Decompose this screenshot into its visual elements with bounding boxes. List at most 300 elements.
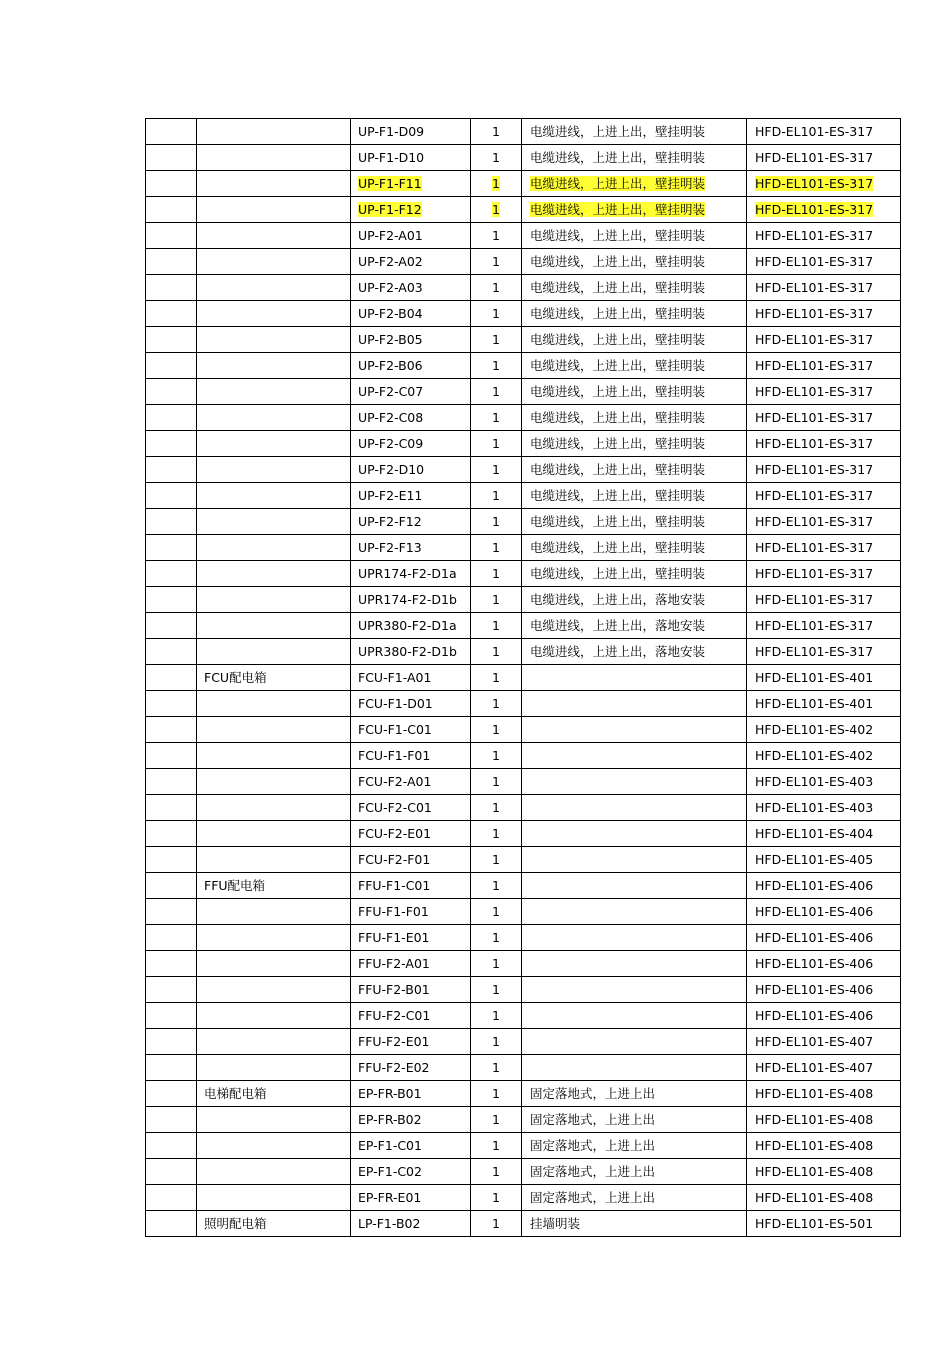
drawing-number-text: HFD-EL101-ES-403	[755, 773, 874, 789]
installation-note-text: 电缆进线，上进上出，壁挂明装	[530, 565, 706, 581]
box-code-cell	[351, 327, 471, 353]
box-code-cell	[351, 795, 471, 821]
drawing-number-text: HFD-EL101-ES-317	[755, 513, 874, 529]
box-code-text: FFU-F1-C01	[358, 877, 431, 893]
quantity-cell	[471, 379, 522, 405]
row-index-cell	[146, 873, 197, 899]
drawing-number-cell	[747, 769, 901, 795]
installation-note-text: 固定落地式，上进上出	[530, 1111, 656, 1127]
installation-note-text: 电缆进线，上进上出，壁挂明装	[530, 175, 706, 191]
quantity-text: 1	[492, 175, 500, 191]
quantity-cell	[471, 899, 522, 925]
drawing-number-cell	[747, 613, 901, 639]
quantity-text: 1	[492, 773, 500, 789]
row-index-cell	[146, 249, 197, 275]
table-row	[146, 1029, 901, 1055]
category-cell	[197, 1185, 351, 1211]
table-row	[146, 223, 901, 249]
drawing-number-cell	[747, 1107, 901, 1133]
quantity-text: 1	[492, 851, 500, 867]
category-cell	[197, 145, 351, 171]
category-cell	[197, 197, 351, 223]
row-index-cell	[146, 405, 197, 431]
drawing-number-cell	[747, 275, 901, 301]
drawing-number-cell	[747, 223, 901, 249]
category-cell	[197, 847, 351, 873]
drawing-number-cell	[747, 1159, 901, 1185]
drawing-number-text: HFD-EL101-ES-406	[755, 1007, 874, 1023]
box-code-cell	[351, 1003, 471, 1029]
table-row	[146, 1133, 901, 1159]
row-index-cell	[146, 1185, 197, 1211]
table-row	[146, 1055, 901, 1081]
box-code-cell	[351, 951, 471, 977]
quantity-cell	[471, 197, 522, 223]
box-code-cell	[351, 535, 471, 561]
quantity-cell	[471, 223, 522, 249]
installation-note-cell	[522, 275, 747, 301]
quantity-text: 1	[492, 903, 500, 919]
box-code-text: FCU-F2-A01	[358, 773, 432, 789]
box-code-text: UPR380-F2-D1a	[358, 617, 457, 633]
quantity-cell	[471, 873, 522, 899]
box-code-cell	[351, 379, 471, 405]
quantity-text: 1	[492, 591, 500, 607]
row-index-cell	[146, 587, 197, 613]
quantity-text: 1	[492, 1033, 500, 1049]
drawing-number-text: HFD-EL101-ES-404	[755, 825, 874, 841]
row-index-cell	[146, 613, 197, 639]
installation-note-cell	[522, 821, 747, 847]
category-cell	[197, 977, 351, 1003]
quantity-text: 1	[492, 1215, 500, 1231]
drawing-number-cell	[747, 431, 901, 457]
installation-note-cell	[522, 1107, 747, 1133]
quantity-text: 1	[492, 643, 500, 659]
table-row	[146, 587, 901, 613]
drawing-number-cell	[747, 457, 901, 483]
box-code-text: UP-F2-A01	[358, 227, 423, 243]
box-code-cell	[351, 1133, 471, 1159]
quantity-text: 1	[492, 617, 500, 633]
row-index-cell	[146, 535, 197, 561]
quantity-text: 1	[492, 955, 500, 971]
installation-note-cell	[522, 743, 747, 769]
drawing-number-text: HFD-EL101-ES-317	[755, 201, 874, 217]
drawing-number-text: HFD-EL101-ES-317	[755, 305, 874, 321]
box-code-text: FCU-F2-F01	[358, 851, 431, 867]
installation-note-cell	[522, 457, 747, 483]
drawing-number-text: HFD-EL101-ES-406	[755, 929, 874, 945]
drawing-number-text: HFD-EL101-ES-407	[755, 1059, 874, 1075]
box-code-cell	[351, 743, 471, 769]
category-cell	[197, 561, 351, 587]
box-code-text: EP-FR-B01	[358, 1085, 422, 1101]
quantity-text: 1	[492, 487, 500, 503]
category-cell	[197, 795, 351, 821]
box-code-cell	[351, 769, 471, 795]
quantity-text: 1	[492, 825, 500, 841]
row-index-cell	[146, 769, 197, 795]
row-index-cell	[146, 197, 197, 223]
drawing-number-text: HFD-EL101-ES-317	[755, 279, 874, 295]
row-index-cell	[146, 457, 197, 483]
drawing-number-cell	[747, 405, 901, 431]
box-code-text: UPR174-F2-D1a	[358, 565, 457, 581]
row-index-cell	[146, 483, 197, 509]
quantity-text: 1	[492, 981, 500, 997]
table-row	[146, 847, 901, 873]
drawing-number-cell	[747, 561, 901, 587]
drawing-number-text: HFD-EL101-ES-317	[755, 617, 874, 633]
box-code-cell	[351, 925, 471, 951]
installation-note-cell	[522, 639, 747, 665]
box-code-cell	[351, 119, 471, 145]
box-code-text: FCU-F1-A01	[358, 669, 432, 685]
box-code-text: UP-F1-F12	[358, 201, 422, 217]
drawing-number-text: HFD-EL101-ES-317	[755, 149, 874, 165]
table-row	[146, 665, 901, 691]
category-text: FCU配电箱	[204, 669, 267, 685]
installation-note-text: 电缆进线，上进上出，壁挂明装	[530, 253, 706, 269]
table-row	[146, 691, 901, 717]
quantity-cell	[471, 717, 522, 743]
box-code-text: FFU-F2-C01	[358, 1007, 431, 1023]
category-cell	[197, 899, 351, 925]
category-cell	[197, 353, 351, 379]
box-code-cell	[351, 691, 471, 717]
box-code-cell	[351, 1185, 471, 1211]
box-code-text: UP-F1-D10	[358, 149, 425, 165]
box-code-text: FCU-F2-C01	[358, 799, 432, 815]
drawing-number-text: HFD-EL101-ES-401	[755, 695, 874, 711]
drawing-number-text: HFD-EL101-ES-406	[755, 877, 874, 893]
drawing-number-text: HFD-EL101-ES-402	[755, 721, 874, 737]
drawing-number-cell	[747, 847, 901, 873]
box-code-text: UP-F2-B05	[358, 331, 423, 347]
drawing-number-text: HFD-EL101-ES-403	[755, 799, 874, 815]
drawing-number-cell	[747, 145, 901, 171]
category-cell	[197, 951, 351, 977]
quantity-text: 1	[492, 929, 500, 945]
drawing-number-cell	[747, 951, 901, 977]
quantity-cell	[471, 1107, 522, 1133]
quantity-text: 1	[492, 747, 500, 763]
box-code-text: EP-F1-C02	[358, 1163, 422, 1179]
category-cell	[197, 483, 351, 509]
quantity-text: 1	[492, 513, 500, 529]
quantity-cell	[471, 847, 522, 873]
box-code-cell	[351, 587, 471, 613]
row-index-cell	[146, 639, 197, 665]
quantity-cell	[471, 171, 522, 197]
box-code-cell	[351, 223, 471, 249]
table-row	[146, 301, 901, 327]
installation-note-text: 电缆进线，上进上出，壁挂明装	[530, 513, 706, 529]
category-text: 照明配电箱	[204, 1215, 267, 1231]
drawing-number-cell	[747, 587, 901, 613]
drawing-number-cell	[747, 821, 901, 847]
quantity-text: 1	[492, 1189, 500, 1205]
quantity-cell	[471, 1159, 522, 1185]
box-code-cell	[351, 899, 471, 925]
row-index-cell	[146, 821, 197, 847]
box-code-cell	[351, 847, 471, 873]
table-row	[146, 119, 901, 145]
row-index-cell	[146, 1211, 197, 1237]
quantity-cell	[471, 119, 522, 145]
table-row	[146, 899, 901, 925]
row-index-cell	[146, 1003, 197, 1029]
quantity-cell	[471, 691, 522, 717]
box-code-cell	[351, 1055, 471, 1081]
table-row	[146, 405, 901, 431]
table-row	[146, 717, 901, 743]
row-index-cell	[146, 275, 197, 301]
row-index-cell	[146, 743, 197, 769]
row-index-cell	[146, 1029, 197, 1055]
quantity-cell	[471, 301, 522, 327]
category-cell	[197, 1133, 351, 1159]
box-code-cell	[351, 301, 471, 327]
drawing-number-text: HFD-EL101-ES-317	[755, 539, 874, 555]
box-code-cell	[351, 431, 471, 457]
installation-note-text: 电缆进线，上进上出，壁挂明装	[530, 357, 706, 373]
category-cell	[197, 587, 351, 613]
box-code-text: FCU-F1-D01	[358, 695, 433, 711]
row-index-cell	[146, 145, 197, 171]
category-cell	[197, 743, 351, 769]
quantity-cell	[471, 821, 522, 847]
quantity-text: 1	[492, 721, 500, 737]
box-code-text: EP-FR-B02	[358, 1111, 422, 1127]
installation-note-cell	[522, 873, 747, 899]
row-index-cell	[146, 561, 197, 587]
row-index-cell	[146, 899, 197, 925]
box-code-cell	[351, 1159, 471, 1185]
box-code-cell	[351, 1107, 471, 1133]
quantity-cell	[471, 249, 522, 275]
installation-note-cell	[522, 587, 747, 613]
installation-note-cell	[522, 353, 747, 379]
quantity-text: 1	[492, 799, 500, 815]
category-text: FFU配电箱	[204, 877, 266, 893]
quantity-cell	[471, 1211, 522, 1237]
quantity-cell	[471, 665, 522, 691]
box-code-cell	[351, 613, 471, 639]
quantity-text: 1	[492, 539, 500, 555]
quantity-text: 1	[492, 279, 500, 295]
installation-note-text: 电缆进线，上进上出，壁挂明装	[530, 123, 706, 139]
box-code-text: UP-F2-B04	[358, 305, 423, 321]
box-code-cell	[351, 1211, 471, 1237]
category-cell	[197, 769, 351, 795]
category-cell	[197, 1055, 351, 1081]
drawing-number-cell	[747, 1055, 901, 1081]
drawing-number-text: HFD-EL101-ES-317	[755, 487, 874, 503]
table-body	[146, 119, 901, 1237]
installation-note-cell	[522, 171, 747, 197]
box-code-cell	[351, 873, 471, 899]
installation-note-text: 固定落地式，上进上出	[530, 1189, 656, 1205]
quantity-text: 1	[492, 435, 500, 451]
drawing-number-cell	[747, 249, 901, 275]
drawing-number-cell	[747, 795, 901, 821]
table-row	[146, 1081, 901, 1107]
row-index-cell	[146, 223, 197, 249]
table-row	[146, 431, 901, 457]
category-cell	[197, 639, 351, 665]
drawing-number-text: HFD-EL101-ES-406	[755, 903, 874, 919]
table-row	[146, 1185, 901, 1211]
drawing-number-cell	[747, 509, 901, 535]
box-code-cell	[351, 405, 471, 431]
table-row	[146, 821, 901, 847]
quantity-text: 1	[492, 695, 500, 711]
quantity-cell	[471, 587, 522, 613]
box-code-text: EP-F1-C01	[358, 1137, 422, 1153]
drawing-number-text: HFD-EL101-ES-317	[755, 227, 874, 243]
category-cell	[197, 1003, 351, 1029]
quantity-cell	[471, 769, 522, 795]
row-index-cell	[146, 379, 197, 405]
drawing-number-text: HFD-EL101-ES-408	[755, 1137, 874, 1153]
installation-note-cell	[522, 1133, 747, 1159]
drawing-number-cell	[747, 301, 901, 327]
drawing-number-cell	[747, 899, 901, 925]
category-text: 电梯配电箱	[204, 1085, 267, 1101]
quantity-cell	[471, 327, 522, 353]
drawing-number-cell	[747, 119, 901, 145]
table-row	[146, 535, 901, 561]
installation-note-cell	[522, 509, 747, 535]
installation-note-cell	[522, 1055, 747, 1081]
row-index-cell	[146, 977, 197, 1003]
installation-note-text: 电缆进线，上进上出，壁挂明装	[530, 227, 706, 243]
category-cell	[197, 873, 351, 899]
row-index-cell	[146, 717, 197, 743]
table-row	[146, 1159, 901, 1185]
table-row	[146, 1107, 901, 1133]
drawing-number-cell	[747, 665, 901, 691]
row-index-cell	[146, 1055, 197, 1081]
quantity-cell	[471, 353, 522, 379]
drawing-number-cell	[747, 743, 901, 769]
quantity-cell	[471, 561, 522, 587]
drawing-number-cell	[747, 353, 901, 379]
drawing-number-text: HFD-EL101-ES-408	[755, 1163, 874, 1179]
drawing-number-text: HFD-EL101-ES-407	[755, 1033, 874, 1049]
drawing-number-text: HFD-EL101-ES-317	[755, 409, 874, 425]
box-code-cell	[351, 171, 471, 197]
drawing-number-cell	[747, 639, 901, 665]
box-code-text: UP-F2-F13	[358, 539, 422, 555]
quantity-text: 1	[492, 1137, 500, 1153]
drawing-number-cell	[747, 1185, 901, 1211]
category-cell	[197, 691, 351, 717]
quantity-cell	[471, 535, 522, 561]
drawing-number-text: HFD-EL101-ES-408	[755, 1189, 874, 1205]
table-row	[146, 145, 901, 171]
drawing-number-text: HFD-EL101-ES-401	[755, 669, 874, 685]
quantity-cell	[471, 795, 522, 821]
installation-note-text: 固定落地式，上进上出	[530, 1163, 656, 1179]
drawing-number-cell	[747, 483, 901, 509]
installation-note-cell	[522, 925, 747, 951]
installation-note-text: 电缆进线，上进上出，壁挂明装	[530, 383, 706, 399]
box-code-text: UP-F2-C07	[358, 383, 424, 399]
installation-note-cell	[522, 561, 747, 587]
box-code-text: UP-F2-B06	[358, 357, 423, 373]
quantity-text: 1	[492, 1059, 500, 1075]
drawing-number-text: HFD-EL101-ES-317	[755, 383, 874, 399]
drawing-number-text: HFD-EL101-ES-408	[755, 1085, 874, 1101]
quantity-text: 1	[492, 1111, 500, 1127]
quantity-cell	[471, 509, 522, 535]
drawing-number-text: HFD-EL101-ES-408	[755, 1111, 874, 1127]
installation-note-cell	[522, 1029, 747, 1055]
table-row	[146, 327, 901, 353]
box-code-cell	[351, 457, 471, 483]
category-cell	[197, 925, 351, 951]
quantity-cell	[471, 1185, 522, 1211]
box-code-text: FCU-F1-F01	[358, 747, 431, 763]
drawing-number-text: HFD-EL101-ES-317	[755, 175, 874, 191]
installation-note-cell	[522, 665, 747, 691]
row-index-cell	[146, 431, 197, 457]
quantity-cell	[471, 145, 522, 171]
drawing-number-text: HFD-EL101-ES-317	[755, 565, 874, 581]
quantity-cell	[471, 1029, 522, 1055]
category-cell	[197, 119, 351, 145]
installation-note-cell	[522, 769, 747, 795]
box-code-text: FFU-F2-A01	[358, 955, 430, 971]
table-row	[146, 769, 901, 795]
row-index-cell	[146, 1081, 197, 1107]
installation-note-cell	[522, 119, 747, 145]
quantity-text: 1	[492, 409, 500, 425]
quantity-text: 1	[492, 123, 500, 139]
quantity-text: 1	[492, 669, 500, 685]
drawing-number-cell	[747, 1003, 901, 1029]
row-index-cell	[146, 301, 197, 327]
drawing-number-text: HFD-EL101-ES-317	[755, 123, 874, 139]
box-code-text: FCU-F1-C01	[358, 721, 432, 737]
drawing-number-text: HFD-EL101-ES-501	[755, 1215, 874, 1231]
distribution-box-table	[145, 118, 901, 1237]
drawing-number-cell	[747, 1081, 901, 1107]
drawing-number-cell	[747, 977, 901, 1003]
table-row	[146, 197, 901, 223]
box-code-text: UP-F2-F12	[358, 513, 422, 529]
installation-note-cell	[522, 951, 747, 977]
installation-note-cell	[522, 535, 747, 561]
table-row	[146, 353, 901, 379]
quantity-text: 1	[492, 331, 500, 347]
installation-note-cell	[522, 1003, 747, 1029]
quantity-cell	[471, 925, 522, 951]
installation-note-text: 固定落地式，上进上出	[530, 1137, 656, 1153]
box-code-cell	[351, 1029, 471, 1055]
row-index-cell	[146, 353, 197, 379]
quantity-text: 1	[492, 1007, 500, 1023]
installation-note-cell	[522, 691, 747, 717]
drawing-number-cell	[747, 873, 901, 899]
drawing-number-text: HFD-EL101-ES-402	[755, 747, 874, 763]
installation-note-cell	[522, 223, 747, 249]
row-index-cell	[146, 1133, 197, 1159]
installation-note-cell	[522, 613, 747, 639]
